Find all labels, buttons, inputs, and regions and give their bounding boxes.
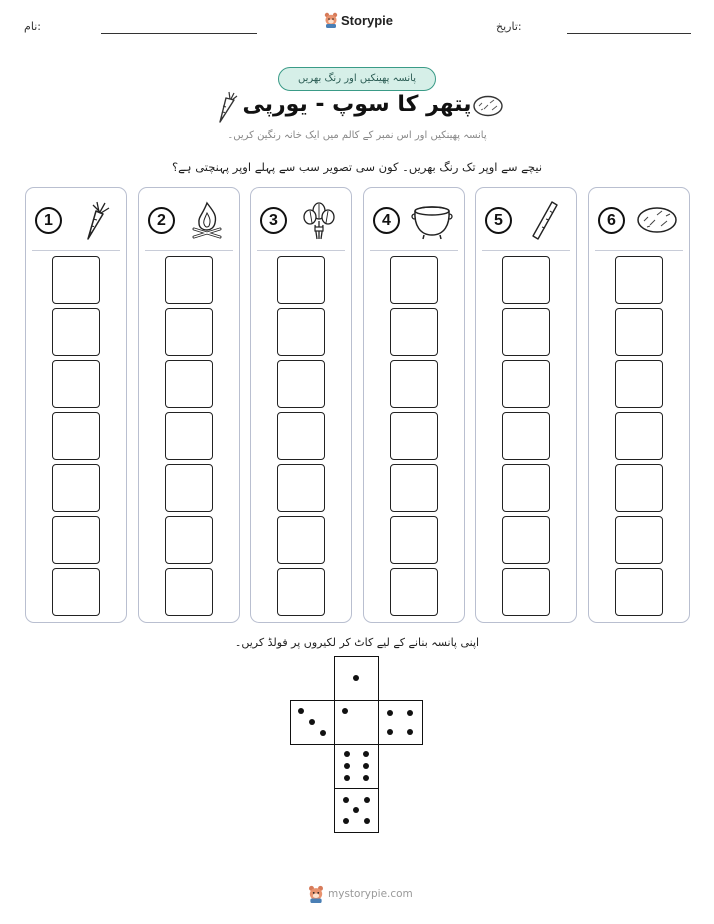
die-pip [363,751,369,757]
die-pip [363,775,369,781]
carrot-decor-icon [212,90,238,124]
die-face-lower [334,744,379,789]
die-pip [320,730,326,736]
die-pip [364,818,370,824]
bear-footer-icon [308,885,324,903]
color-cell[interactable] [390,464,438,512]
die-face-bottom [334,788,379,833]
column-5 [475,187,577,623]
color-cell[interactable] [277,464,325,512]
die-instructions: اپنی پانسہ بنانے کے لیے کاٹ کر لکیروں پر فولڈ کریں۔ [234,636,480,649]
stone-decor-icon [472,94,504,118]
color-cell[interactable] [52,464,100,512]
column-divider [595,250,683,251]
color-cell[interactable] [615,256,663,304]
color-cell[interactable] [502,360,550,408]
brand-logo [324,12,393,28]
color-cell[interactable] [390,412,438,460]
column-divider [257,250,345,251]
column-3 [250,187,352,623]
color-cell[interactable] [615,360,663,408]
color-cell[interactable] [165,516,213,564]
column-divider [370,250,458,251]
die-pip [387,729,393,735]
color-cell[interactable] [165,256,213,304]
die-pip [343,818,349,824]
die-pip [344,751,350,757]
die-pip [309,719,315,725]
color-cell[interactable] [277,516,325,564]
color-cell[interactable] [277,308,325,356]
herbs-icon [297,199,341,241]
date-label: تاریخ: [496,20,522,33]
page-title: پتھر کا سوپ - یورپی [242,92,472,117]
color-cell[interactable] [52,568,100,616]
color-cell[interactable] [390,256,438,304]
color-cell[interactable] [52,256,100,304]
color-cell[interactable] [52,360,100,408]
color-cell[interactable] [390,568,438,616]
die-pip [364,797,370,803]
color-cell[interactable] [277,256,325,304]
stone-icon [635,199,679,241]
color-cell[interactable] [502,516,550,564]
color-cell[interactable] [502,412,550,460]
name-line [101,33,257,34]
color-cell[interactable] [502,308,550,356]
column-divider [482,250,570,251]
die-pip [363,763,369,769]
color-cell[interactable] [615,516,663,564]
die-face-right [378,700,423,745]
color-cell[interactable] [277,360,325,408]
carrot-icon [72,199,116,241]
die-pip [353,807,359,813]
stick-icon [522,199,566,241]
color-cell[interactable] [165,464,213,512]
column-4 [363,187,465,623]
pot-icon [410,199,454,241]
color-cell[interactable] [165,308,213,356]
die-pip [344,763,350,769]
bear-logo-icon [324,12,338,28]
color-cell[interactable] [52,412,100,460]
color-cell[interactable] [390,308,438,356]
footer [308,885,413,903]
die-pip [343,797,349,803]
column-6 [588,187,690,623]
column-divider [32,250,120,251]
page-subtitle: پانسہ پھینکیں اور اس نمبر کے کالم میں ایک خانہ رنگین کریں۔ [227,130,487,141]
race-question: نیچے سے اوپر تک رنگ بھریں۔ کون سی تصویر سب سے پہلے اوپر پہنچتی ہے؟ [171,160,543,174]
column-number: 3 [260,207,287,234]
brand-name: Storypie [341,12,394,28]
color-cell[interactable] [277,568,325,616]
column-2 [138,187,240,623]
die-pip [407,729,413,735]
name-label: نام: [24,20,41,33]
color-cell[interactable] [615,464,663,512]
color-cell[interactable] [502,568,550,616]
column-number: 2 [148,207,175,234]
color-cell[interactable] [390,360,438,408]
column-number: 6 [598,207,625,234]
color-cell[interactable] [615,412,663,460]
color-cell[interactable] [615,308,663,356]
die-pip [344,775,350,781]
date-line [567,33,691,34]
column-1 [25,187,127,623]
column-number: 4 [373,207,400,234]
die-pip [407,710,413,716]
color-cell[interactable] [165,360,213,408]
color-cell[interactable] [615,568,663,616]
color-cell[interactable] [390,516,438,564]
activity-pill: پانسہ پھینکیں اور رنگ بھریں [278,67,436,91]
color-cell[interactable] [502,256,550,304]
column-number: 1 [35,207,62,234]
die-face-center [334,700,379,745]
die-pip [298,708,304,714]
color-cell[interactable] [165,568,213,616]
die-face-left [290,700,335,745]
column-number: 5 [485,207,512,234]
die-pip [353,675,359,681]
color-cell[interactable] [502,464,550,512]
die-pip [387,710,393,716]
column-divider [145,250,233,251]
color-cell[interactable] [52,308,100,356]
campfire-icon [185,199,229,241]
color-cell[interactable] [52,516,100,564]
die-face-top [334,656,379,701]
color-cell[interactable] [277,412,325,460]
color-cell[interactable] [165,412,213,460]
die-pip [342,708,348,714]
footer-url: mystorypie.com [328,888,413,900]
